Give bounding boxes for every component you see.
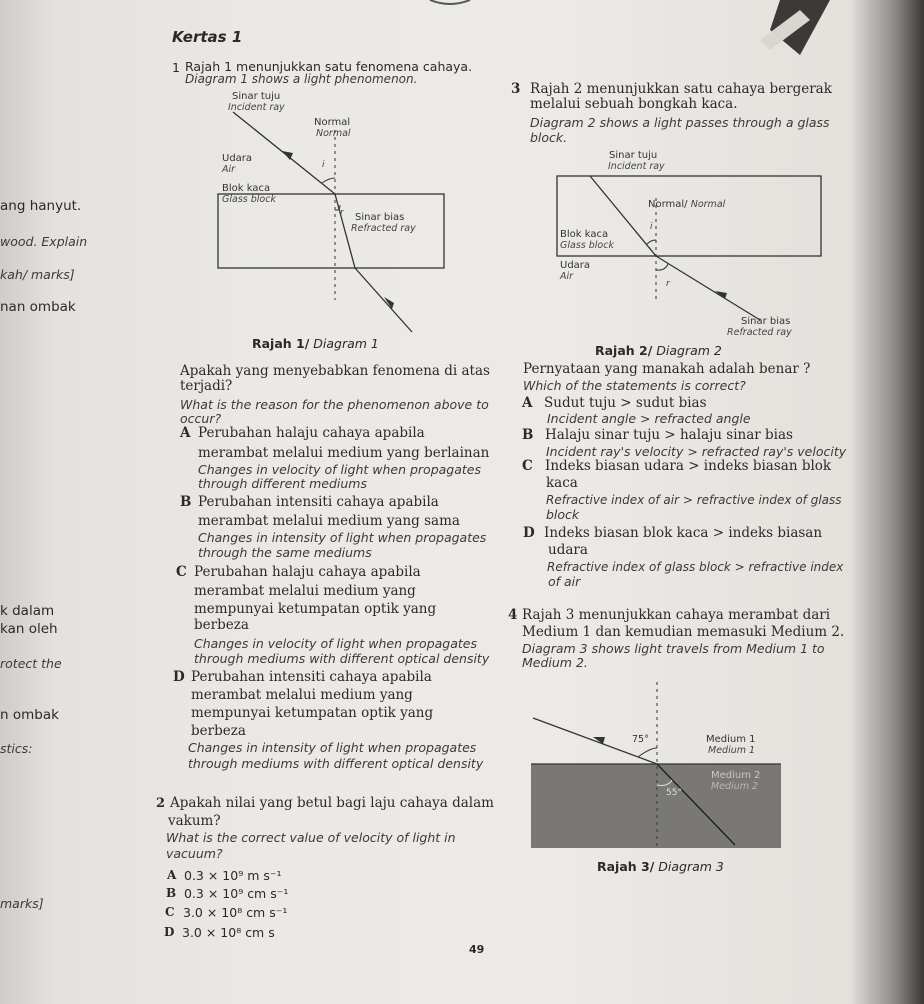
q3-number: 3	[511, 81, 521, 97]
label: Normal/ Normal	[648, 199, 726, 210]
option-text-en: Changes in velocity of light when propagates	[198, 462, 481, 477]
diagram-1	[218, 112, 444, 332]
option-text: Halaju sinar tuju > halaju sinar bias	[545, 427, 793, 443]
label: Medium 2	[711, 770, 761, 781]
q3-stem-en: Diagram 2 shows a light passes through a glass	[530, 115, 830, 130]
option-letter: A	[522, 395, 533, 411]
option-letter: D	[173, 669, 185, 685]
angle-i-label: i	[322, 160, 325, 170]
option-letter: A	[180, 425, 191, 441]
margin-text: marks]	[0, 896, 44, 911]
option-value: 3.0 × 10⁸ cm s⁻¹	[183, 905, 288, 920]
option-text: Perubahan halaju cahaya apabila	[198, 425, 425, 441]
option-text: Perubahan intensiti cahaya apabila	[198, 494, 439, 510]
option-text-en: Refractive index of air > refractive index of glass	[546, 493, 842, 507]
q3-question-en: Which of the statements is correct?	[523, 378, 746, 393]
diagram-caption: Rajah 3/ Diagram 3	[597, 859, 724, 874]
q1-stem-en: Diagram 1 shows a light phenomenon.	[185, 72, 418, 86]
option-text: Indeks biasan udara > indeks biasan blok	[545, 458, 832, 474]
page-number: 49	[469, 943, 485, 956]
q4-stem: Medium 1 dan kemudian memasuki Medium 2.	[522, 624, 845, 640]
q3-stem: melalui sebuah bongkah kaca.	[530, 96, 738, 112]
margin-text: nan ombak	[0, 299, 76, 315]
refracted-ray-2	[656, 256, 760, 320]
label: Incident ray	[608, 161, 665, 172]
label: Medium 1	[706, 734, 756, 745]
label: Incident ray	[228, 102, 285, 113]
label: Air	[222, 164, 236, 175]
label: Sinar tuju	[232, 91, 281, 102]
label: Refracted ray	[351, 223, 416, 234]
label: Medium 1	[708, 745, 756, 756]
option-text: merambat melalui medium yang sama	[198, 513, 460, 529]
option-letter: A	[167, 868, 177, 882]
option-text: Perubahan halaju cahaya apabila	[194, 564, 421, 580]
option-letter: B	[522, 427, 534, 443]
option-text-en: through mediums with different optical density	[194, 651, 490, 666]
option-text-en: block	[546, 507, 580, 522]
q3-question: Pernyataan yang manakah adalah benar ?	[523, 361, 811, 377]
q2-stem-en: vacuum?	[166, 846, 223, 861]
label: Glass block	[560, 240, 614, 251]
diagram-caption: Rajah 2/ Diagram 2	[595, 343, 722, 358]
q4-number: 4	[508, 607, 518, 623]
option-text-en: Changes in velocity of light when propagates	[194, 636, 477, 651]
q1-question-en: What is the reason for the phenomenon above to	[180, 397, 489, 412]
paper-title: Kertas 1	[172, 28, 243, 46]
q3-stem-en: block.	[530, 130, 568, 145]
option-text-en: of air	[548, 574, 581, 589]
option-text: mempunyai ketumpatan optik yang	[194, 601, 437, 617]
option-text-en: Incident angle > refracted angle	[547, 411, 751, 426]
margin-text: k dalam	[0, 603, 55, 619]
margin-text: rotect the	[0, 656, 62, 671]
option-letter: D	[523, 525, 535, 541]
option-text: merambat melalui medium yang berlainan	[198, 445, 490, 461]
diagram-3	[531, 682, 781, 850]
q1-stem: Rajah 1 menunjukkan satu fenomena cahaya.	[185, 59, 473, 74]
option-letter: B	[180, 494, 192, 510]
label: Udara	[560, 260, 591, 271]
label: Blok kaca	[560, 229, 609, 240]
option-text: Perubahan intensiti cahaya apabila	[191, 669, 432, 685]
option-text: merambat melalui medium yang	[194, 583, 416, 599]
angle-i-label: i	[650, 222, 653, 232]
emergent-ray	[355, 268, 412, 332]
option-text-en: through different mediums	[198, 476, 367, 491]
option-letter: C	[176, 564, 187, 580]
label: Normal	[314, 117, 351, 128]
option-letter: C	[522, 458, 533, 474]
margin-text: kan oleh	[0, 621, 58, 637]
q4-stem: Rajah 3 menunjukkan cahaya merambat dari	[522, 607, 831, 623]
option-text-en: Incident ray's velocity > refracted ray's velocity	[546, 444, 847, 459]
margin-text: wood. Explain	[0, 234, 88, 249]
option-text: berbeza	[194, 617, 249, 633]
option-text: Sudut tuju > sudut bias	[544, 395, 707, 411]
option-value: 0.3 × 10⁹ m s⁻¹	[184, 868, 282, 883]
label: Sinar bias	[741, 316, 791, 327]
label: Refracted ray	[727, 327, 792, 338]
angle-75-label: 75°	[632, 734, 649, 745]
label: Medium 2	[711, 781, 759, 792]
margin-text: n ombak	[0, 707, 59, 723]
label: Sinar bias	[355, 212, 405, 223]
q1-question-en: occur?	[180, 411, 222, 426]
q2-stem-en: What is the correct value of velocity of light in	[166, 830, 456, 845]
option-text-en: Refractive index of glass block > refractive index	[547, 560, 844, 574]
q3-stem: Rajah 2 menunjukkan satu cahaya bergerak	[530, 81, 832, 97]
angle-55-label: 55°	[666, 788, 682, 798]
option-text-en: Changes in intensity of light when propagates	[188, 740, 477, 755]
option-text: udara	[548, 542, 588, 558]
binding-marks	[430, 0, 830, 55]
option-text-en: Changes in intensity of light when propagates	[198, 530, 487, 545]
label: Normal	[316, 128, 351, 139]
label: Air	[560, 271, 574, 282]
angle-r-label: r	[666, 279, 670, 289]
option-text: Indeks biasan blok kaca > indeks biasan	[544, 525, 823, 541]
option-value: 0.3 × 10⁹ cm s⁻¹	[184, 886, 289, 901]
label: Udara	[222, 153, 253, 164]
q2-stem: vakum?	[168, 813, 221, 829]
margin-text: ang hanyut.	[0, 198, 82, 214]
q4-stem-en: Diagram 3 shows light travels from Medium 1 to	[522, 641, 825, 656]
option-text: berbeza	[191, 723, 246, 739]
option-text: merambat melalui medium yang	[191, 687, 413, 703]
margin-text: stics:	[0, 741, 33, 756]
q4-stem-en: Medium 2.	[522, 655, 588, 670]
margin-text: kah/ marks]	[0, 267, 75, 282]
q2-stem: Apakah nilai yang betul bagi laju cahaya dalam	[170, 795, 494, 811]
option-letter: D	[164, 925, 175, 939]
option-value: 3.0 × 10⁸ cm s	[182, 925, 275, 940]
angle-r-label: r	[340, 208, 344, 218]
option-letter: B	[166, 886, 177, 900]
label: Glass block	[222, 194, 276, 205]
diagram-caption: Rajah 1/ Diagram 1	[252, 336, 379, 351]
option-text: mempunyai ketumpatan optik yang	[191, 705, 434, 721]
q2-number: 2	[156, 796, 166, 811]
label: Blok kaca	[222, 183, 271, 194]
option-text-en: through the same mediums	[198, 545, 372, 560]
q1-question: Apakah yang menyebabkan fenomena di atas	[180, 363, 490, 379]
option-text-en: through mediums with different optical density	[188, 756, 484, 771]
option-text: kaca	[546, 475, 578, 491]
label: Sinar tuju	[609, 150, 658, 161]
q1-number: 1	[172, 60, 180, 75]
option-letter: C	[165, 905, 175, 919]
q1-question: terjadi?	[180, 378, 233, 394]
